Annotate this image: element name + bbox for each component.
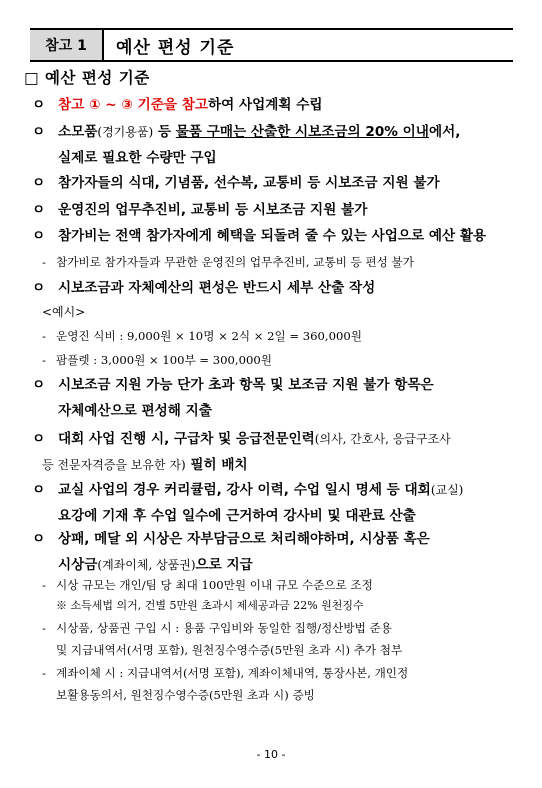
appendix-header <box>30 28 513 62</box>
tax-note: ※ 소득세법 의거, 건별 5만원 초과시 제세공과금 22% 원천징수 <box>56 599 364 612</box>
appendix-title: 예산 편성 기준 <box>116 37 235 58</box>
reference-note: 참고 ① ~ ③ 기준을 참고 <box>58 97 208 113</box>
bullet-marker: ㅇ <box>32 124 46 140</box>
underlined-limit: 물품 구매는 산출한 시보조금의 20% 이내 <box>175 124 429 140</box>
page-number: - 10 - <box>256 748 286 761</box>
section-title: □ 예산 편성 기준 <box>24 69 150 87</box>
bullet-marker: ㅇ <box>32 97 46 113</box>
appendix-badge: 참고 1 <box>30 30 104 60</box>
example-label: <예시> <box>42 305 86 319</box>
